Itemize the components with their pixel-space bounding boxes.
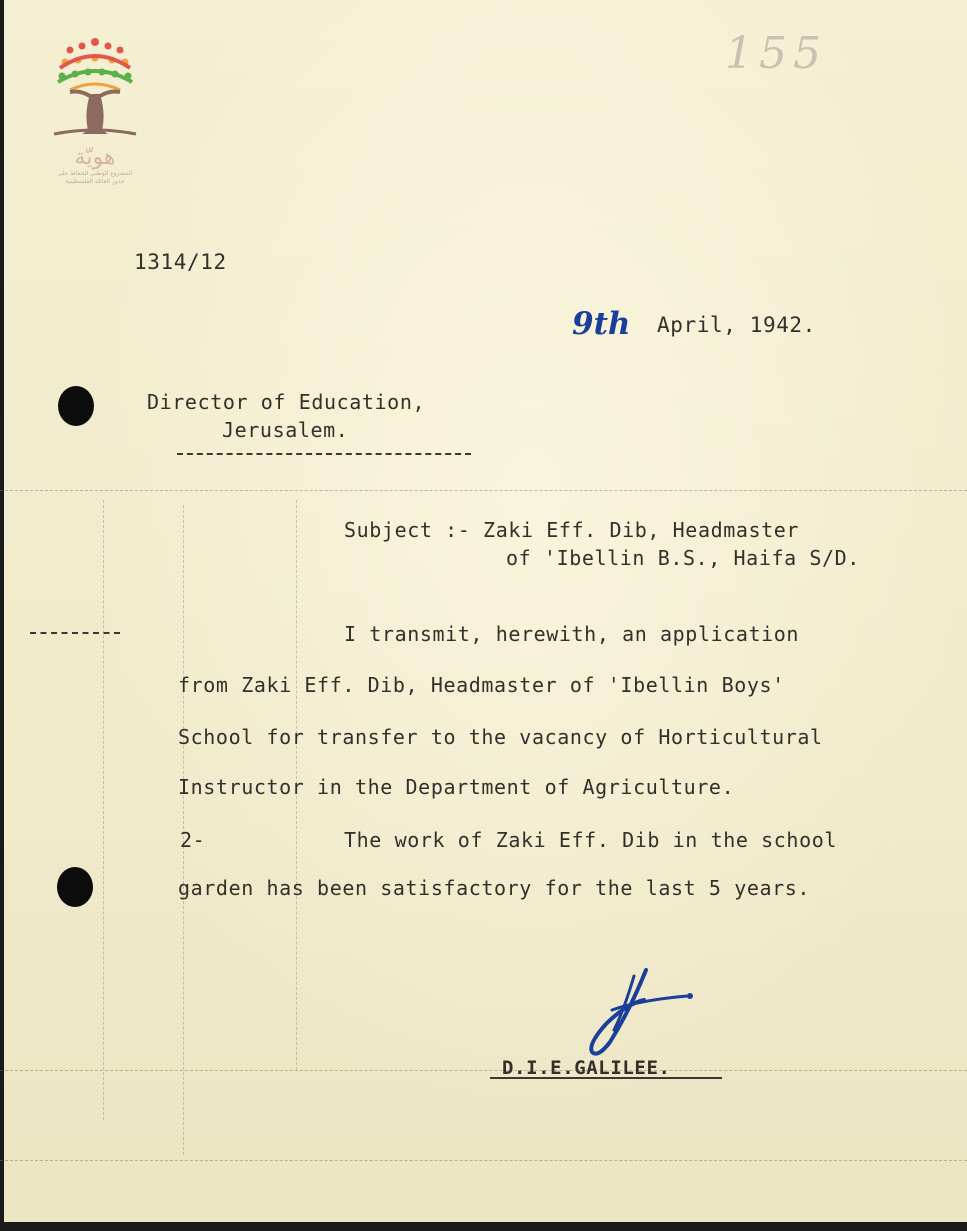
body-line: School for transfer to the vacancy of Horticultural	[178, 725, 823, 749]
body-line: Instructor in the Department of Agriculture.	[178, 775, 735, 799]
reference-number: 1314/12	[134, 250, 227, 274]
subject-line-2: of 'Ibellin B.S., Haifa S/D.	[506, 546, 860, 570]
handwritten-day: 9th	[572, 306, 631, 342]
subject-line-1: Subject :- Zaki Eff. Dib, Headmaster	[344, 518, 800, 542]
logo-caption-line1: المشروع الوطني للحفاظ على	[57, 170, 133, 177]
scan-edge-left	[0, 0, 4, 1231]
margin-dash	[30, 632, 120, 634]
fold-line	[103, 500, 104, 1120]
addressee-underline	[177, 453, 471, 455]
addressee-line-2: Jerusalem.	[222, 418, 349, 442]
scan-edge-bottom	[0, 1222, 967, 1231]
fold-line	[0, 490, 967, 491]
body-line: The work of Zaki Eff. Dib in the school	[344, 828, 837, 852]
logo-wordmark: هويّة	[74, 145, 116, 170]
archive-number: 155	[725, 28, 827, 79]
body-line: I transmit, herewith, an application	[344, 622, 800, 646]
handwritten-signature-icon	[570, 960, 710, 1070]
body-line: from Zaki Eff. Dib, Headmaster of 'Ibellin Boys'	[178, 673, 785, 697]
logo-caption-line2: جذور العائلة الفلسطينية	[65, 178, 125, 185]
punch-hole-top	[58, 386, 94, 426]
fold-line	[0, 1160, 967, 1161]
fold-line	[0, 1070, 967, 1071]
punch-hole-bottom	[57, 867, 93, 907]
paragraph-number: 2-	[180, 828, 206, 852]
body-line: garden has been satisfactory for the last 5 years.	[178, 876, 811, 900]
date-line: April, 1942.	[657, 313, 816, 337]
signature-underline	[490, 1077, 722, 1079]
addressee-line-1: Director of Education,	[147, 390, 426, 414]
signatory-name: D.I.E.GALILEE.	[502, 1057, 671, 1079]
